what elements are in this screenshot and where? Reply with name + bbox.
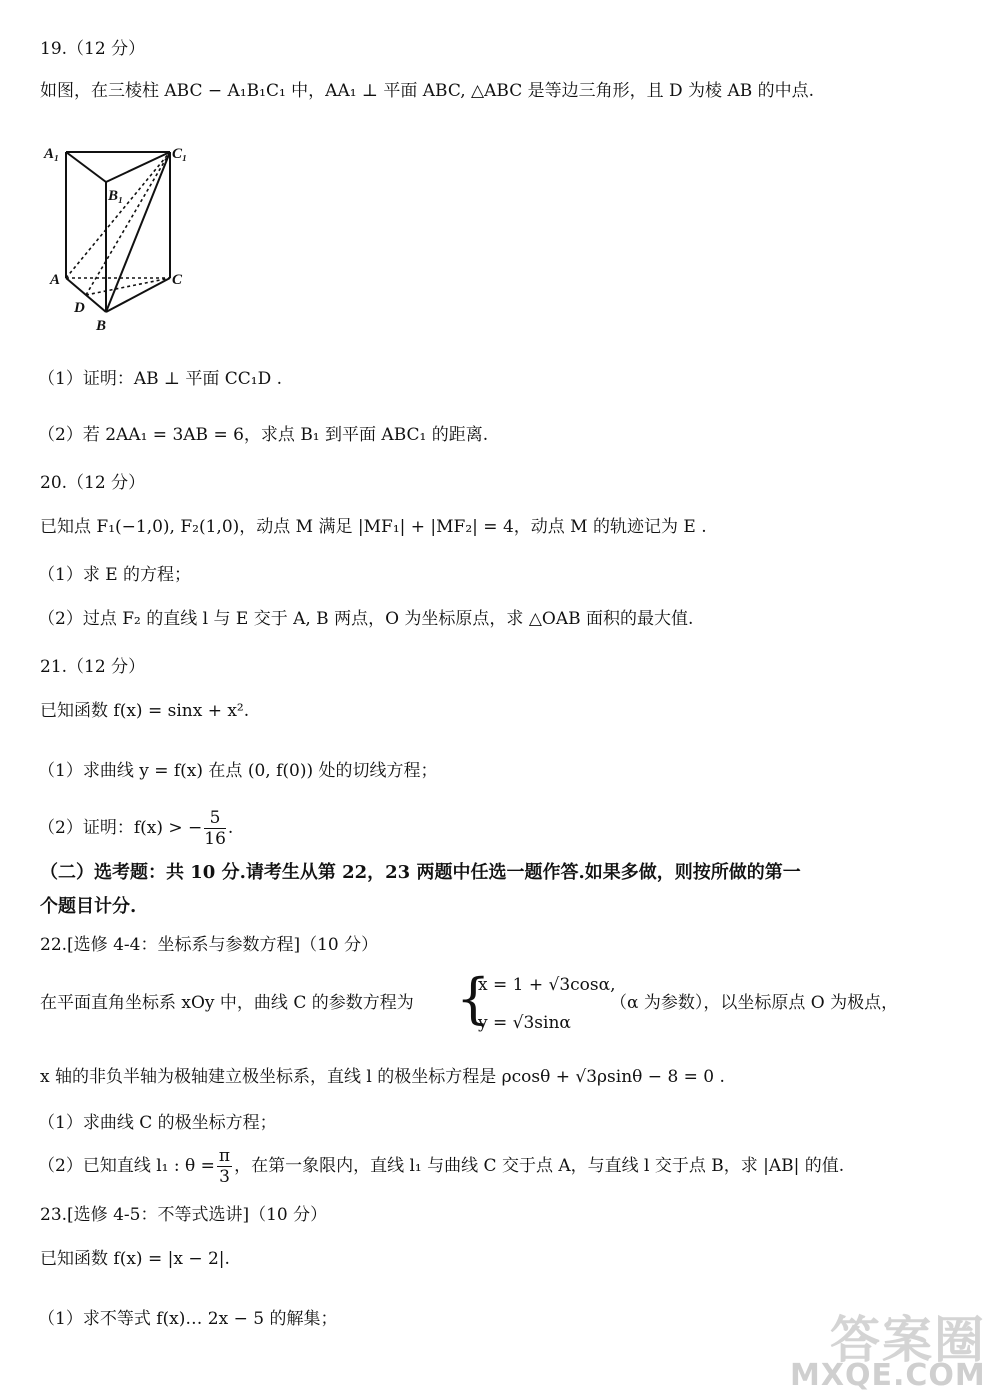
elective-note-line2: 个题目计分. bbox=[40, 896, 137, 917]
q21-part2-prefix: （2）证明：f(x) > − bbox=[38, 818, 203, 838]
q22-stem-suffix: （α 为参数），以坐标原点 O 为极点， bbox=[610, 993, 899, 1013]
q22-part2 bbox=[38, 1143, 844, 1189]
elective-note-line1: （二）选考题：共 10 分.请考生从第 22，23 两题中任选一题作答.如果多做，则按所做的第一 bbox=[40, 862, 801, 883]
q22-stem-prefix: 在平面直角坐标系 xOy 中，曲线 C 的参数方程为 bbox=[40, 993, 414, 1013]
q21-part1: （1）求曲线 y = f(x) 在点 (0, f(0)) 处的切线方程； bbox=[38, 761, 438, 781]
edge-bc bbox=[106, 278, 170, 312]
watermark-logo bbox=[750, 1300, 990, 1395]
edge-cd-hidden bbox=[86, 278, 170, 295]
q19-part2: （2）若 2AA₁ = 3AB = 6，求点 B₁ 到平面 ABC₁ 的距离. bbox=[38, 425, 489, 445]
q23-stem: 已知函数 f(x) = |x − 2|. bbox=[40, 1249, 230, 1269]
q20-part2: （2）过点 F₂ 的直线 l 与 E 交于 A, B 两点，O 为坐标原点，求 △OAB 面积的最大值. bbox=[38, 609, 694, 629]
q20-header: 20.（12 分） bbox=[40, 473, 146, 493]
q22-stem-line2: x 轴的非负半轴为极轴建立极坐标系，直线 l 的极坐标方程是 ρcosθ + √3ρsinθ − 8 = 0 . bbox=[40, 1067, 725, 1087]
q19-part1: （1）证明：AB ⊥ 平面 CC₁D . bbox=[38, 369, 283, 389]
fraction-pi-3 bbox=[217, 1146, 232, 1187]
fraction-numerator: 5 bbox=[204, 808, 226, 829]
q21-stem: 已知函数 f(x) = sinx + x². bbox=[40, 701, 250, 721]
edge-c1d-hidden bbox=[86, 152, 170, 295]
q21-header: 21.（12 分） bbox=[40, 657, 146, 677]
label-c1: C₁ bbox=[172, 146, 188, 162]
q22-part1: （1）求曲线 C 的极坐标方程； bbox=[38, 1113, 277, 1133]
q20-stem: 已知点 F₁(−1,0), F₂(1,0)，动点 M 满足 |MF₁| + |MF₂| = 4，动点 M 的轨迹记为 E . bbox=[40, 517, 707, 537]
label-b: B bbox=[96, 318, 107, 334]
q21-part2-suffix: . bbox=[227, 818, 234, 838]
label-c: C bbox=[172, 272, 183, 288]
q21-part2 bbox=[38, 805, 233, 851]
q22-part2-prefix: （2）已知直线 l₁ : θ = bbox=[38, 1156, 215, 1176]
brace-symbol: { bbox=[456, 967, 491, 1030]
q22-header: 22.[选修 4-4：坐标系与参数方程]（10 分） bbox=[40, 935, 379, 955]
q22-part2-suffix: ，在第一象限内，直线 l₁ 与曲线 C 交于点 A，与直线 l 交于点 B，求 |AB| 的值. bbox=[234, 1156, 845, 1176]
prism-figure bbox=[30, 140, 230, 340]
q19-header: 19.（12 分） bbox=[40, 39, 146, 59]
watermark-text: 答案圈 bbox=[830, 1311, 986, 1369]
fraction-numerator: π bbox=[218, 1146, 231, 1166]
q20-part1: （1）求 E 的方程； bbox=[38, 565, 192, 585]
label-b1: B₁ bbox=[108, 188, 124, 204]
label-a: A bbox=[50, 272, 61, 288]
q22-param-eq1: x = 1 + √3cosα, bbox=[478, 975, 616, 995]
fraction-denominator: 16 bbox=[204, 829, 226, 849]
watermark-url: MXQE.COM bbox=[790, 1358, 986, 1393]
edge-a1b1 bbox=[66, 152, 106, 182]
label-d: D bbox=[74, 300, 85, 316]
fraction-denominator: 3 bbox=[219, 1167, 230, 1187]
edge-bc1 bbox=[106, 152, 170, 312]
fraction-5-16 bbox=[204, 808, 226, 849]
label-a1: A₁ bbox=[44, 146, 60, 162]
q23-part1: （1）求不等式 f(x)… 2x − 5 的解集； bbox=[38, 1309, 338, 1329]
q23-header: 23.[选修 4-5：不等式选讲]（10 分） bbox=[40, 1205, 328, 1225]
q19-stem: 如图，在三棱柱 ABC − A₁B₁C₁ 中，AA₁ ⊥ 平面 ABC, △ABC 是等边三角形，且 D 为棱 AB 的中点. bbox=[40, 81, 815, 101]
q22-param-eq2: y = √3sinα bbox=[478, 1013, 571, 1033]
edge-ac1-hidden bbox=[66, 152, 170, 278]
